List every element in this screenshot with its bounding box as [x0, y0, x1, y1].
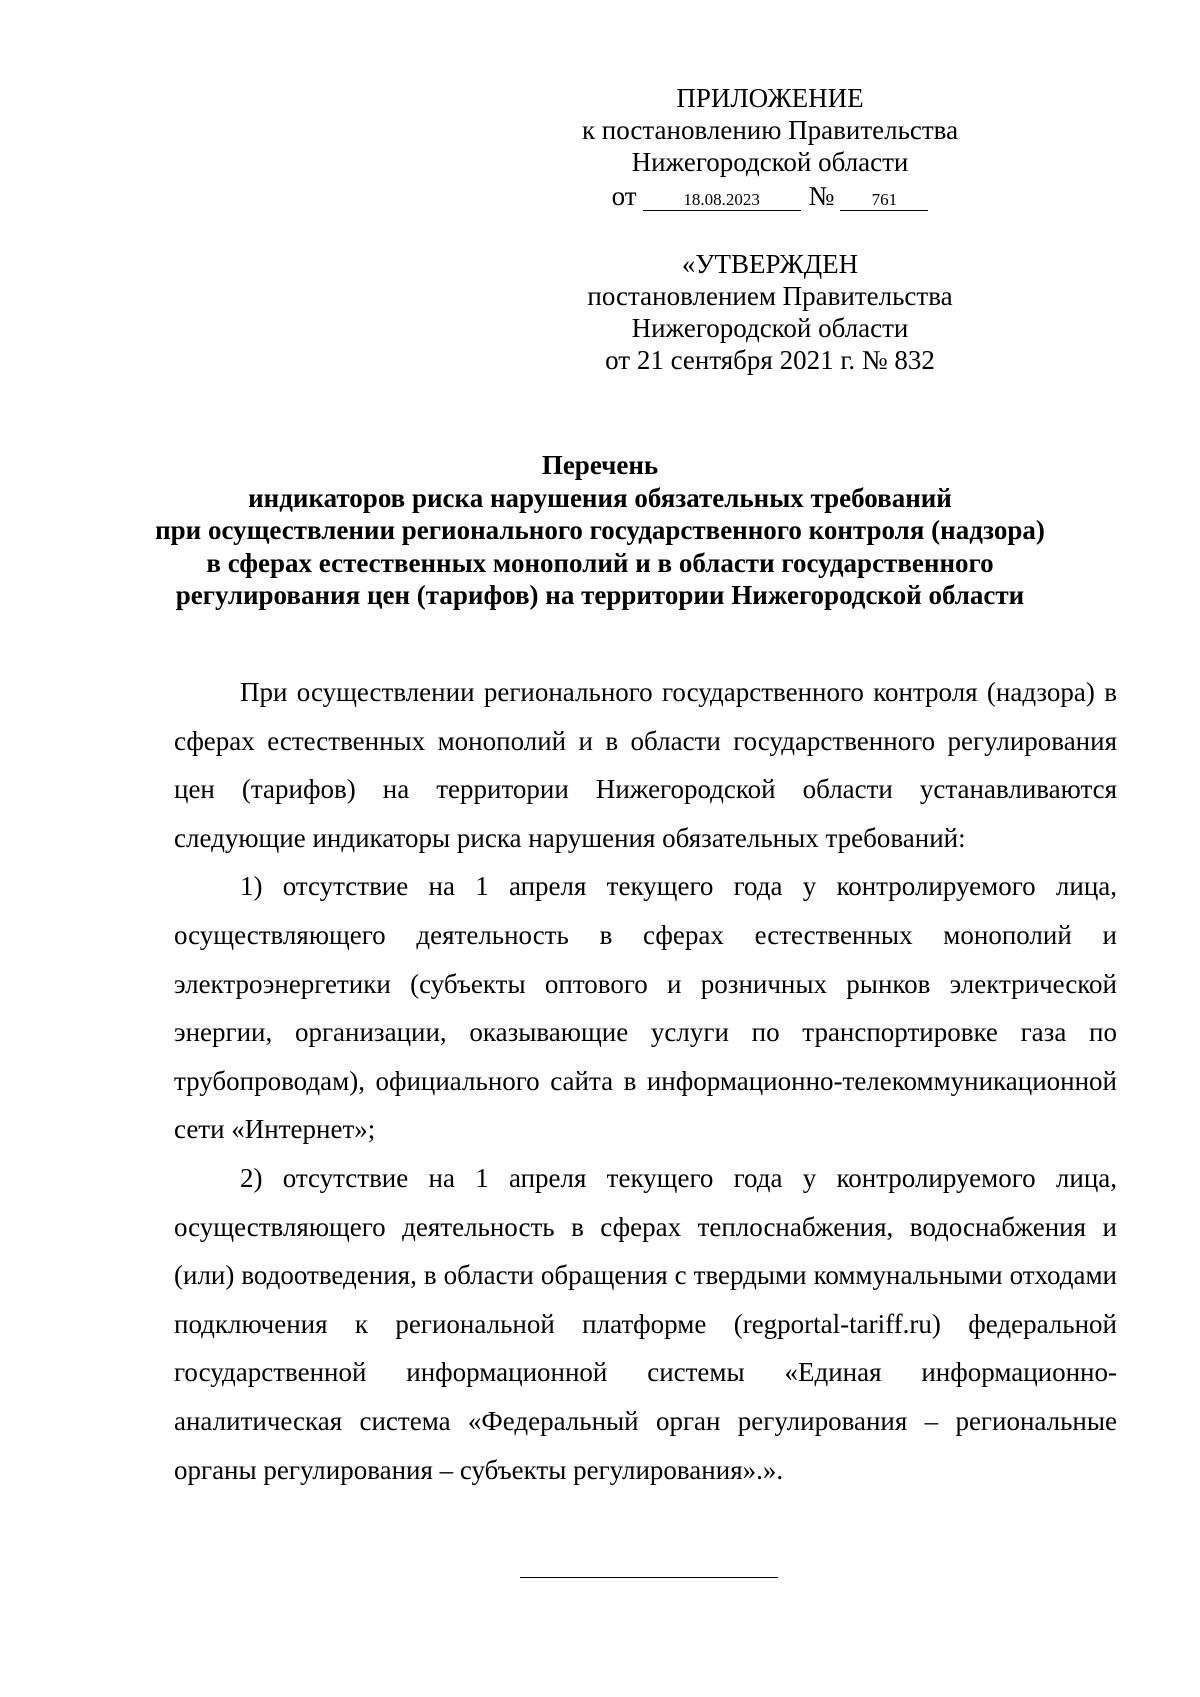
approved-line-2: постановлением Правительства [587, 281, 953, 311]
document-title [120, 449, 1080, 612]
document-date: 18.08.2023 [643, 190, 801, 211]
title-line-5: регулирования цен (тарифов) на территории Нижегородской области [175, 580, 1025, 610]
approved-line-4: от 21 сентября 2021 г. № 832 [605, 345, 935, 375]
appendix-date-number-line [520, 180, 1020, 212]
document-number: 761 [840, 190, 928, 211]
list-item-1: 1) отсутствие на 1 апреля текущего года у контролируемого лица, осуществляющего деятельность в сферах естественных монополий и электроэнергетики (субъекты оптового и розничных рынков электрической энергии, организации, оказывающие услуги по транспортировке газа по трубопроводам), официального сайта в информационно-телекоммуникационной сети «Интернет»; [174, 871, 1117, 1145]
appendix-line-1: к постановлению Правительства [581, 115, 959, 145]
appendix-line-2: Нижегородской области [631, 147, 909, 177]
title-line-3: при осуществлении регионального государственного контроля (надзора) [155, 515, 1045, 545]
number-label: № [808, 181, 835, 211]
title-line-1: Перечень [541, 450, 659, 480]
list-item-2: 2) отсутствие на 1 апреля текущего года у контролируемого лица, осуществляющего деятельность в сферах теплоснабжения, водоснабжения и (или) водоотведения, в области обращения с твердыми коммунальными отходами подключения к региональной платформе (regportal-tariff.ru) федеральной государственной информационной системы «Единая информационно-аналитическая система «Федеральный орган регулирования – региональные органы регулирования – субъекты регулирования».». [174, 1162, 1117, 1485]
title-line-2: индикаторов риска нарушения обязательных требований [248, 482, 952, 513]
title-line-4: в сферах естественных монополий и в области государственного [206, 547, 994, 578]
appendix-heading: ПРИЛОЖЕНИЕ [676, 83, 864, 113]
approved-line-1: «УТВЕРЖДЕН [681, 249, 859, 279]
approved-line-3: Нижегородской области [631, 313, 909, 343]
intro-paragraph: При осуществлении регионального государственного контроля (надзора) в сферах естественных монополий и в области государственного регулирования цен (тарифов) на территории Нижегородской области устанавливаются следующие индикаторы риска нарушения обязательных требований: [174, 677, 1117, 853]
from-label: от [611, 181, 637, 211]
end-rule [520, 1577, 778, 1578]
approved-block [520, 248, 1020, 376]
document-body [174, 668, 1117, 1494]
appendix-block [520, 82, 1020, 212]
